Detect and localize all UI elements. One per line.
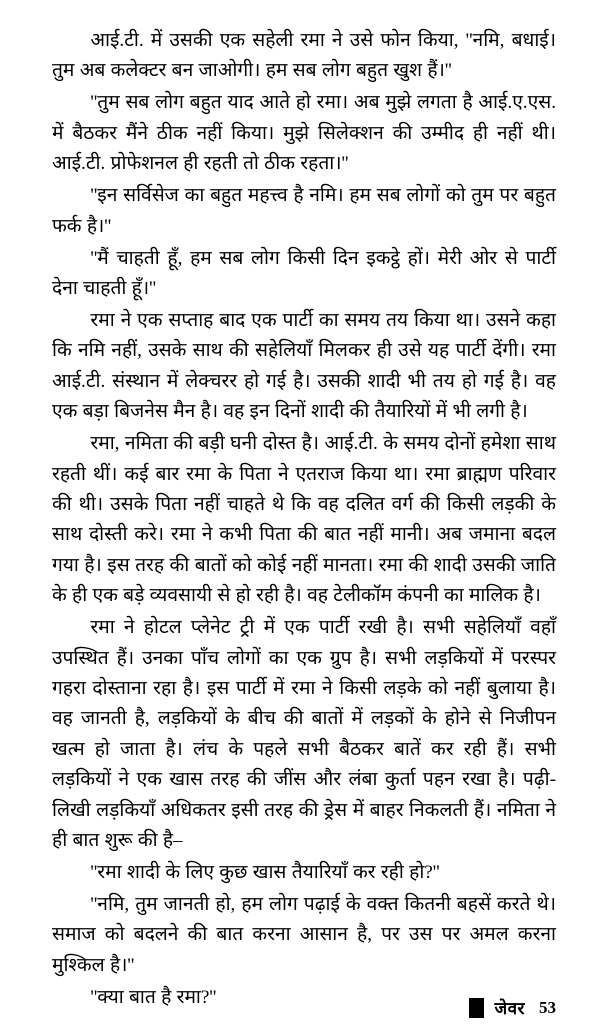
page-body <box>52 26 556 1013</box>
paragraph: रमा ने होटल प्लेनेट ट्री में एक पार्टी रखी है। सभी सहेलियाँ वहाँ उपस्थित हैं। उनका पाँच लोगों का एक ग्रुप है। सभी लड़कियों में परस्पर गहरा दोस्ताना रहा है। इस पार्टी में रमा ने किसी लड़के को नहीं बुलाया है। वह जानती है, लड़कियों के बीच की बातों में लड़कों के होने से निजीपन खत्म हो जाता है। लंच के पहले सभी बैठकर बातें कर रही हैं। सभी लड़कियों ने एक खास तरह की जींस और लंबा कुर्ता पहन रखा है। पढ़ी-लिखी लड़कियाँ अधिकतर इसी तरह की ड्रेस में बाहर निकलती हैं। नमिता ने ही बात शुरू की है– <box>52 617 556 852</box>
paragraph: ''नमि, तुम जानती हो, हम लोग पढ़ाई के वक्त कितनी बहसें करते थे। समाज को बदलने की बात करना आसान है, पर उस पर अमल करना मुश्किल है।'' <box>52 894 556 976</box>
paragraph: रमा, नमिता की बड़ी घनी दोस्त है। आई.टी. के समय दोनों हमेशा साथ रहती थीं। कई बार रमा के पिता ने एतराज किया था। रमा ब्राह्मण परिवार की थी। उसके पिता नहीं चाहते थे कि वह दलित वर्ग की किसी लड़की के साथ दोस्ती करे। रमा ने कभी पिता की बात नहीं मानी। अब जमाना बदल गया है। इस तरह की बातों को कोई नहीं मानता। रमा की शादी उसकी जाति के ही एक बड़े व्यवसायी से हो रही है। वह टेलीकॉम कंपनी का मालिक है। <box>52 433 556 607</box>
paragraph: आई.टी. में उसकी एक सहेली रमा ने उसे फोन किया, ''नमि, बधाई। तुम अब कलेक्टर बन जाओगी। हम सब लोग बहुत खुश हैं।'' <box>52 30 556 82</box>
paragraph: ''क्या बात है रमा?'' <box>90 986 217 1008</box>
paragraph: ''तुम सब लोग बहुत याद आते हो रमा। अब मुझे लगता है आई.ए.एस. में बैठकर मैंने ठीक नहीं किया। मुझे सिलेक्शन की उम्मीद ही नहीं थी। आई.टी. प्रोफेशनल ही रहती तो ठीक रहता।'' <box>52 92 556 175</box>
paragraph: रमा ने एक सप्ताह बाद एक पार्टी का समय तय किया था। उसने कहा कि नमि नहीं, उसके साथ की सहेलियाँ मिलकर ही उसे यह पार्टी देंगी। रमा आई.टी. संस्थान में लेक्चरर हो गई है। उसकी शादी भी तय हो गई है। वह एक बड़ा बिजनेस मैन है। वह इन दिनों शादी की तैयारियों में भी लगी है। <box>52 309 556 423</box>
page-number: 53 <box>539 997 556 1017</box>
paragraph: ''रमा शादी के लिए कुछ खास तैयारियाँ कर रही हो?'' <box>90 862 440 884</box>
footer-mark-icon <box>469 998 484 1018</box>
paragraph: ''इन सर्विसेज का बहुत महत्त्व है नमि। हम सब लोगों को तुम पर बहुत फर्क है।'' <box>52 185 556 237</box>
paragraph: ''मैं चाहती हूँ, हम सब लोग किसी दिन इकट्ठे हों। मेरी ओर से पार्टी देना चाहती हूँ।'' <box>52 247 556 299</box>
page-footer <box>469 996 556 1019</box>
footer-book-title: जेवर <box>494 999 525 1018</box>
